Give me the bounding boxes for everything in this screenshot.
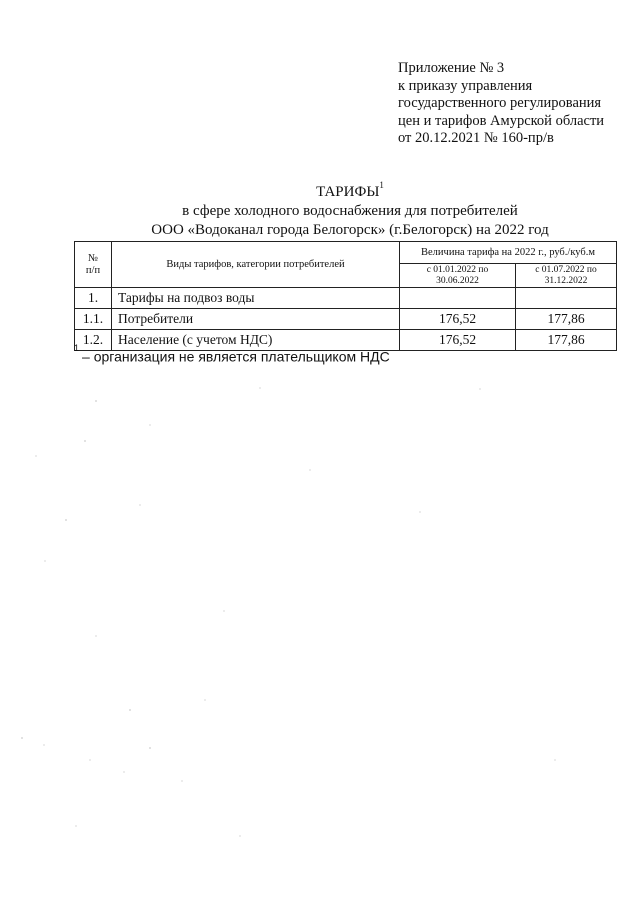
- annex-line: к приказу управления: [398, 77, 533, 94]
- row-value-period-1: 176,52: [400, 309, 516, 330]
- footnote-mark: 1: [74, 343, 80, 353]
- row-name: Тарифы на подвоз воды: [112, 288, 400, 309]
- period-2-line1: с 01.07.2022 по: [535, 264, 597, 275]
- annex-line: цен и тарифов Амурской области: [398, 112, 605, 129]
- row-value-period-1: 176,52: [400, 330, 516, 351]
- period-1-line1: с 01.01.2022 по: [426, 264, 489, 275]
- row-value-period-2: 177,86: [516, 309, 617, 330]
- annex-line: государственного регулирования: [398, 95, 602, 112]
- period-2-line2: 31.12.2022: [544, 275, 588, 286]
- row-num: 1.: [75, 288, 112, 309]
- annex-line: Приложение № 3: [398, 60, 505, 76]
- title-line: в сфере холодного водоснабжения для потребителей: [182, 203, 518, 219]
- footnote-text: – организация не является плательщиком НДС: [82, 348, 390, 365]
- title-footnote-mark: 1: [379, 180, 384, 190]
- row-num: 1.2.: [75, 330, 112, 351]
- period-1-line2: 30.06.2022: [436, 275, 479, 286]
- row-value-period-2: 177,86: [516, 330, 617, 351]
- row-name: Потребители: [112, 309, 400, 330]
- header-value: Величина тарифа на 2022 г., руб./куб.м: [400, 242, 617, 264]
- header-num-line1: №: [87, 252, 99, 264]
- row-num: 1.1.: [75, 309, 112, 330]
- title-text: ТАРИФЫ: [316, 184, 380, 200]
- title-line: ООО «Водоканал города Белогорск» (г.Белогорск) на 2022 год: [151, 222, 549, 238]
- header-types: Виды тарифов, категории потребителей: [112, 242, 400, 288]
- row-name: Население (с учетом НДС): [112, 330, 400, 351]
- header-num-line2: п/п: [85, 264, 101, 276]
- annex-line: от 20.12.2021 № 160-пр/в: [398, 130, 554, 147]
